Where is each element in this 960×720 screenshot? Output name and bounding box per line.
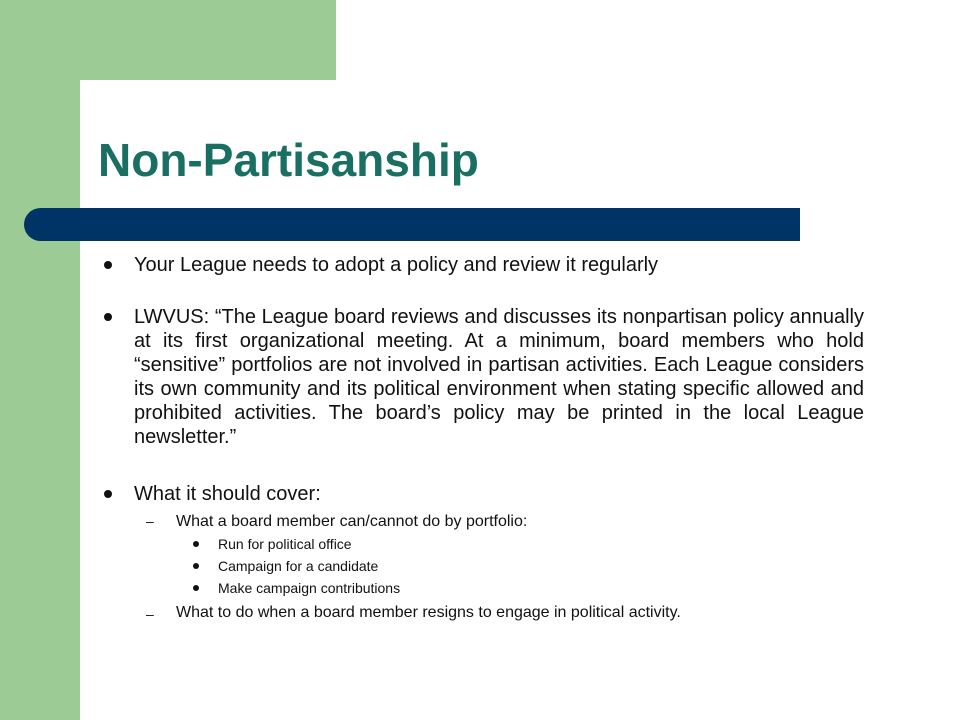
sub-sub-bullet-text: Run for political office <box>218 536 352 552</box>
dash-marker: – <box>146 513 154 529</box>
bullet-dot <box>104 490 112 498</box>
sub-bullet-dot <box>193 585 199 591</box>
sub-sub-bullet-text: Make campaign contributions <box>218 580 401 596</box>
sub-bullet-dot <box>193 563 199 569</box>
sub-sub-bullet-text: Campaign for a candidate <box>218 558 379 574</box>
bullet-text: What it should cover: <box>134 483 321 505</box>
dash-marker: – <box>146 606 154 622</box>
sub-bullet-dot <box>193 541 199 547</box>
bullet-dot <box>104 313 112 321</box>
bullet-dot <box>104 261 112 269</box>
sub-bullet-text: What a board member can/cannot do by portfolio: <box>176 513 528 530</box>
sub-bullet-text: What to do when a board member resigns to engage in political activity. <box>176 604 681 621</box>
slide-title: Non-Partisanship <box>98 134 479 186</box>
bullet-text: LWVUS: “The League board reviews and discusses its nonpartisan policy annually at its first organizational meeting. At a minimum, board members who hold “sensitive” portfolios are not involved in partisan activities. Each League considers its own community and its political environment when stating specific allowed and prohibited activities. The board’s policy may be printed in the local League newsletter.” <box>134 306 864 448</box>
bullet-text: Your League needs to adopt a policy and review it regularly <box>134 254 659 276</box>
